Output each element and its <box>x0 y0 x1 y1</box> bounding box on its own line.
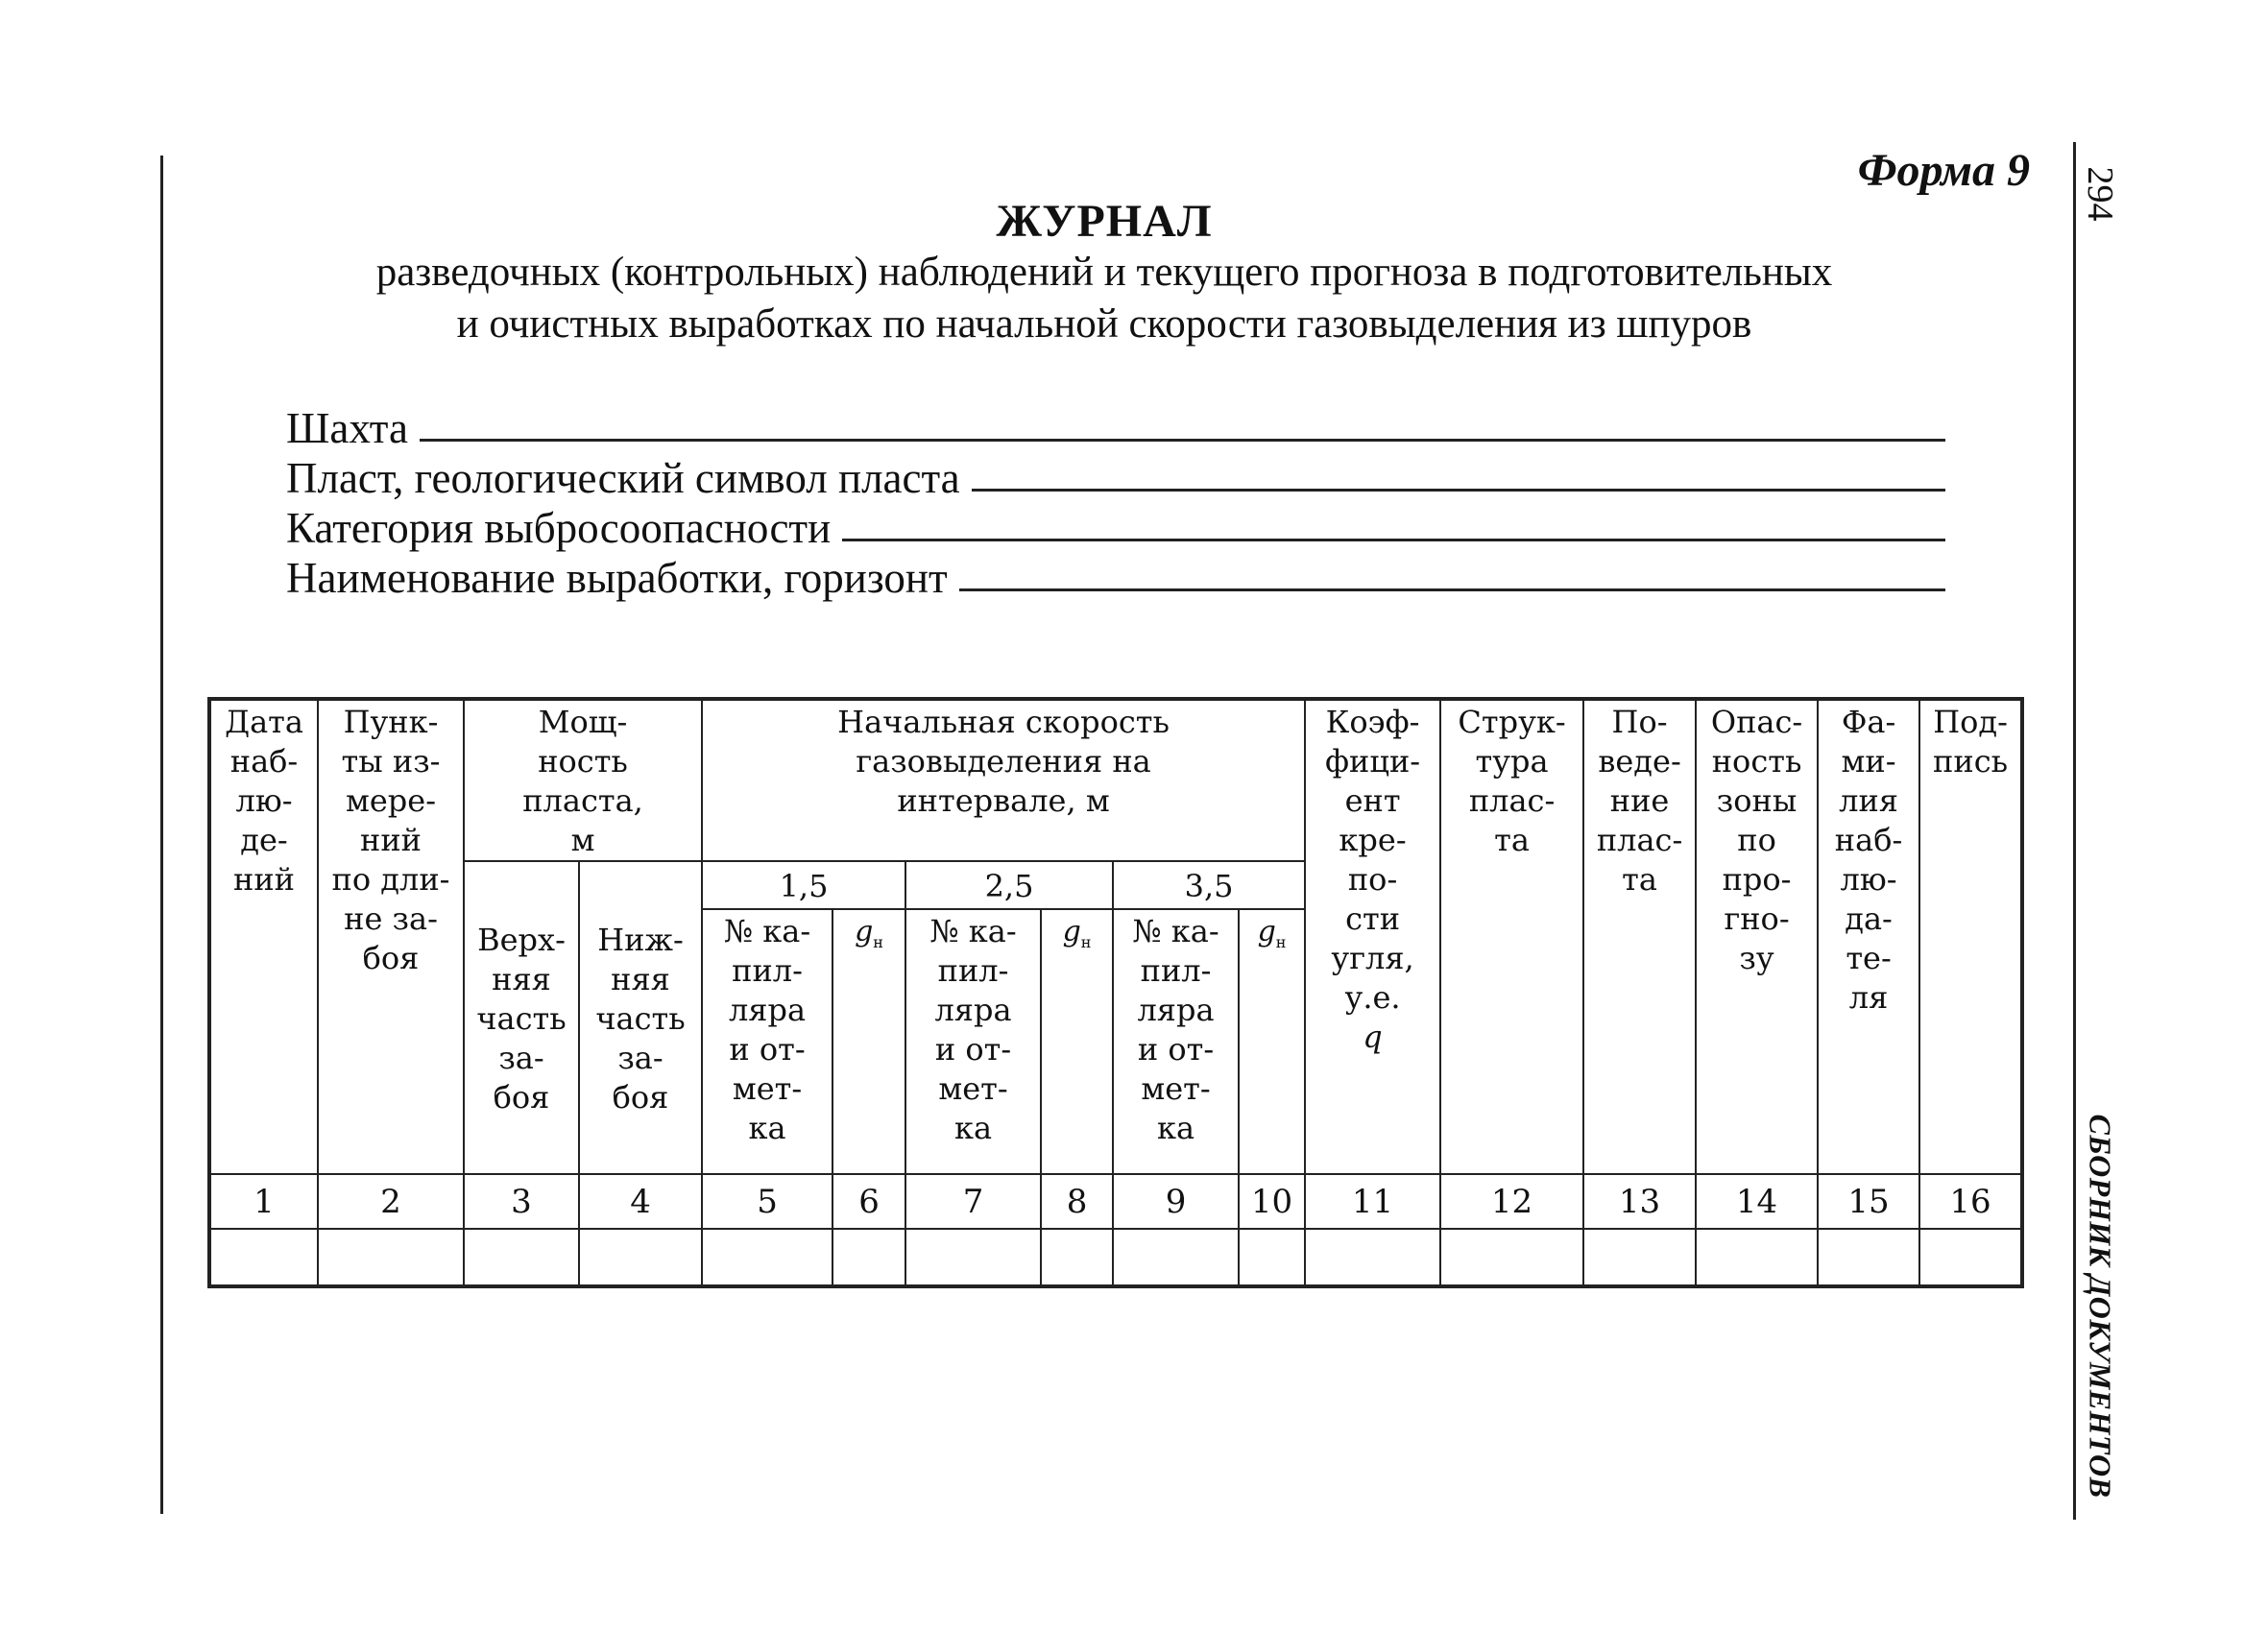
column-number: 9 <box>1113 1174 1239 1229</box>
column-number: 11 <box>1305 1174 1440 1229</box>
table-cell[interactable] <box>832 1229 905 1286</box>
header-coefficient-symbol: q <box>1363 1019 1383 1055</box>
column-number: 1 <box>209 1174 318 1229</box>
column-number: 12 <box>1440 1174 1583 1229</box>
column-number: 6 <box>832 1174 905 1229</box>
column-number: 15 <box>1818 1174 1919 1229</box>
header-structure: Струк- тура плас- та <box>1440 699 1583 1174</box>
document-subtitle: разведочных (контрольных) наблюдений и текущего прогноза в подготовительных и очистных выработках по начальной скорости газовыделения из шпуров <box>375 250 1833 347</box>
table-cell[interactable] <box>1818 1229 1919 1286</box>
table-cell[interactable] <box>1696 1229 1818 1286</box>
header-initial-rate: Начальная скорость газовыделения на интервале, м <box>702 699 1305 861</box>
header-danger: Опас- ность зоны по про- гно- зу <box>1696 699 1818 1174</box>
running-head-text: СБОРНИК ДОКУМЕНТОВ <box>2083 1113 2118 1499</box>
document-title: ЖУРНАЛ <box>996 196 1213 247</box>
g-symbol: g <box>1062 915 1081 948</box>
field-working <box>286 551 1945 601</box>
table-cell[interactable] <box>702 1229 832 1286</box>
table-row <box>209 1229 2022 1286</box>
header-observer: Фа- ми- лия наб- лю- да- те- ля <box>1818 699 1919 1174</box>
header-upper: Верх- няя часть за- боя <box>464 861 579 1174</box>
table-cell[interactable] <box>1113 1229 1239 1286</box>
header-coefficient-text: Коэф- фици- ент кре- по- сти угля, у.е. <box>1325 704 1421 1016</box>
header-gn-3 <box>1239 909 1305 1174</box>
header-capillary-2: № ка- пил- ляра и от- мет- ка <box>905 909 1041 1174</box>
field-seam-line[interactable] <box>972 460 1945 492</box>
column-number: 16 <box>1919 1174 2022 1229</box>
header-fields <box>286 401 1945 601</box>
running-head <box>2079 1094 2121 1517</box>
header-gn-2 <box>1041 909 1113 1174</box>
page-number: 294 <box>2080 166 2120 222</box>
field-seam-label: Пласт, геологический символ пласта <box>286 454 960 502</box>
left-margin-rule <box>160 156 163 1514</box>
table-cell[interactable] <box>1919 1229 2022 1286</box>
column-number-row <box>209 1174 2022 1229</box>
header-thickness: Мощ- ность пласта, м <box>464 699 702 861</box>
column-number: 10 <box>1239 1174 1305 1229</box>
column-number: 4 <box>579 1174 702 1229</box>
table-cell[interactable] <box>905 1229 1041 1286</box>
field-seam <box>286 451 1945 501</box>
header-capillary-3: № ка- пил- ляра и от- мет- ка <box>1113 909 1239 1174</box>
field-working-label: Наименование выработки, горизонт <box>286 554 948 602</box>
g-symbol: g <box>1257 915 1276 948</box>
header-gn-1 <box>832 909 905 1174</box>
field-mine-label: Шахта <box>286 404 408 452</box>
column-number: 5 <box>702 1174 832 1229</box>
g-symbol: g <box>855 915 874 948</box>
header-interval-3: 3,5 <box>1113 861 1305 909</box>
g-subscript: н <box>1080 933 1092 951</box>
field-category-line[interactable] <box>842 510 1945 541</box>
field-mine <box>286 401 1945 451</box>
table-cell[interactable] <box>579 1229 702 1286</box>
column-number: 7 <box>905 1174 1041 1229</box>
table-cell[interactable] <box>464 1229 579 1286</box>
table-cell[interactable] <box>209 1229 318 1286</box>
column-number: 13 <box>1583 1174 1696 1229</box>
table-cell[interactable] <box>1041 1229 1113 1286</box>
g-subscript: н <box>873 933 883 951</box>
g-subscript: н <box>1275 933 1287 951</box>
header-capillary-1: № ка- пил- ляра и от- мет- ка <box>702 909 832 1174</box>
field-mine-line[interactable] <box>420 410 1945 442</box>
header-points: Пунк- ты из- мере- ний по дли- не за- боя <box>318 699 464 1174</box>
column-number: 2 <box>318 1174 464 1229</box>
header-coefficient <box>1305 699 1440 1174</box>
table-cell[interactable] <box>1440 1229 1583 1286</box>
journal-table <box>207 697 2024 1288</box>
form-label: Форма 9 <box>1857 145 2030 196</box>
table-cell[interactable] <box>318 1229 464 1286</box>
column-number: 3 <box>464 1174 579 1229</box>
column-number: 8 <box>1041 1174 1113 1229</box>
table-cell[interactable] <box>1305 1229 1440 1286</box>
field-category-label: Категория выбросоопасности <box>286 504 832 552</box>
field-working-line[interactable] <box>959 560 1945 591</box>
header-behavior: По- веде- ние плас- та <box>1583 699 1696 1174</box>
header-date: Дата наб- лю- де- ний <box>209 699 318 1174</box>
column-number: 14 <box>1696 1174 1818 1229</box>
table-cell[interactable] <box>1239 1229 1305 1286</box>
header-lower: Ниж- няя часть за- боя <box>579 861 702 1174</box>
header-interval-2: 2,5 <box>905 861 1113 909</box>
field-category <box>286 501 1945 551</box>
table-cell[interactable] <box>1583 1229 1696 1286</box>
header-signature: Под- пись <box>1919 699 2022 1174</box>
header-interval-1: 1,5 <box>702 861 905 909</box>
